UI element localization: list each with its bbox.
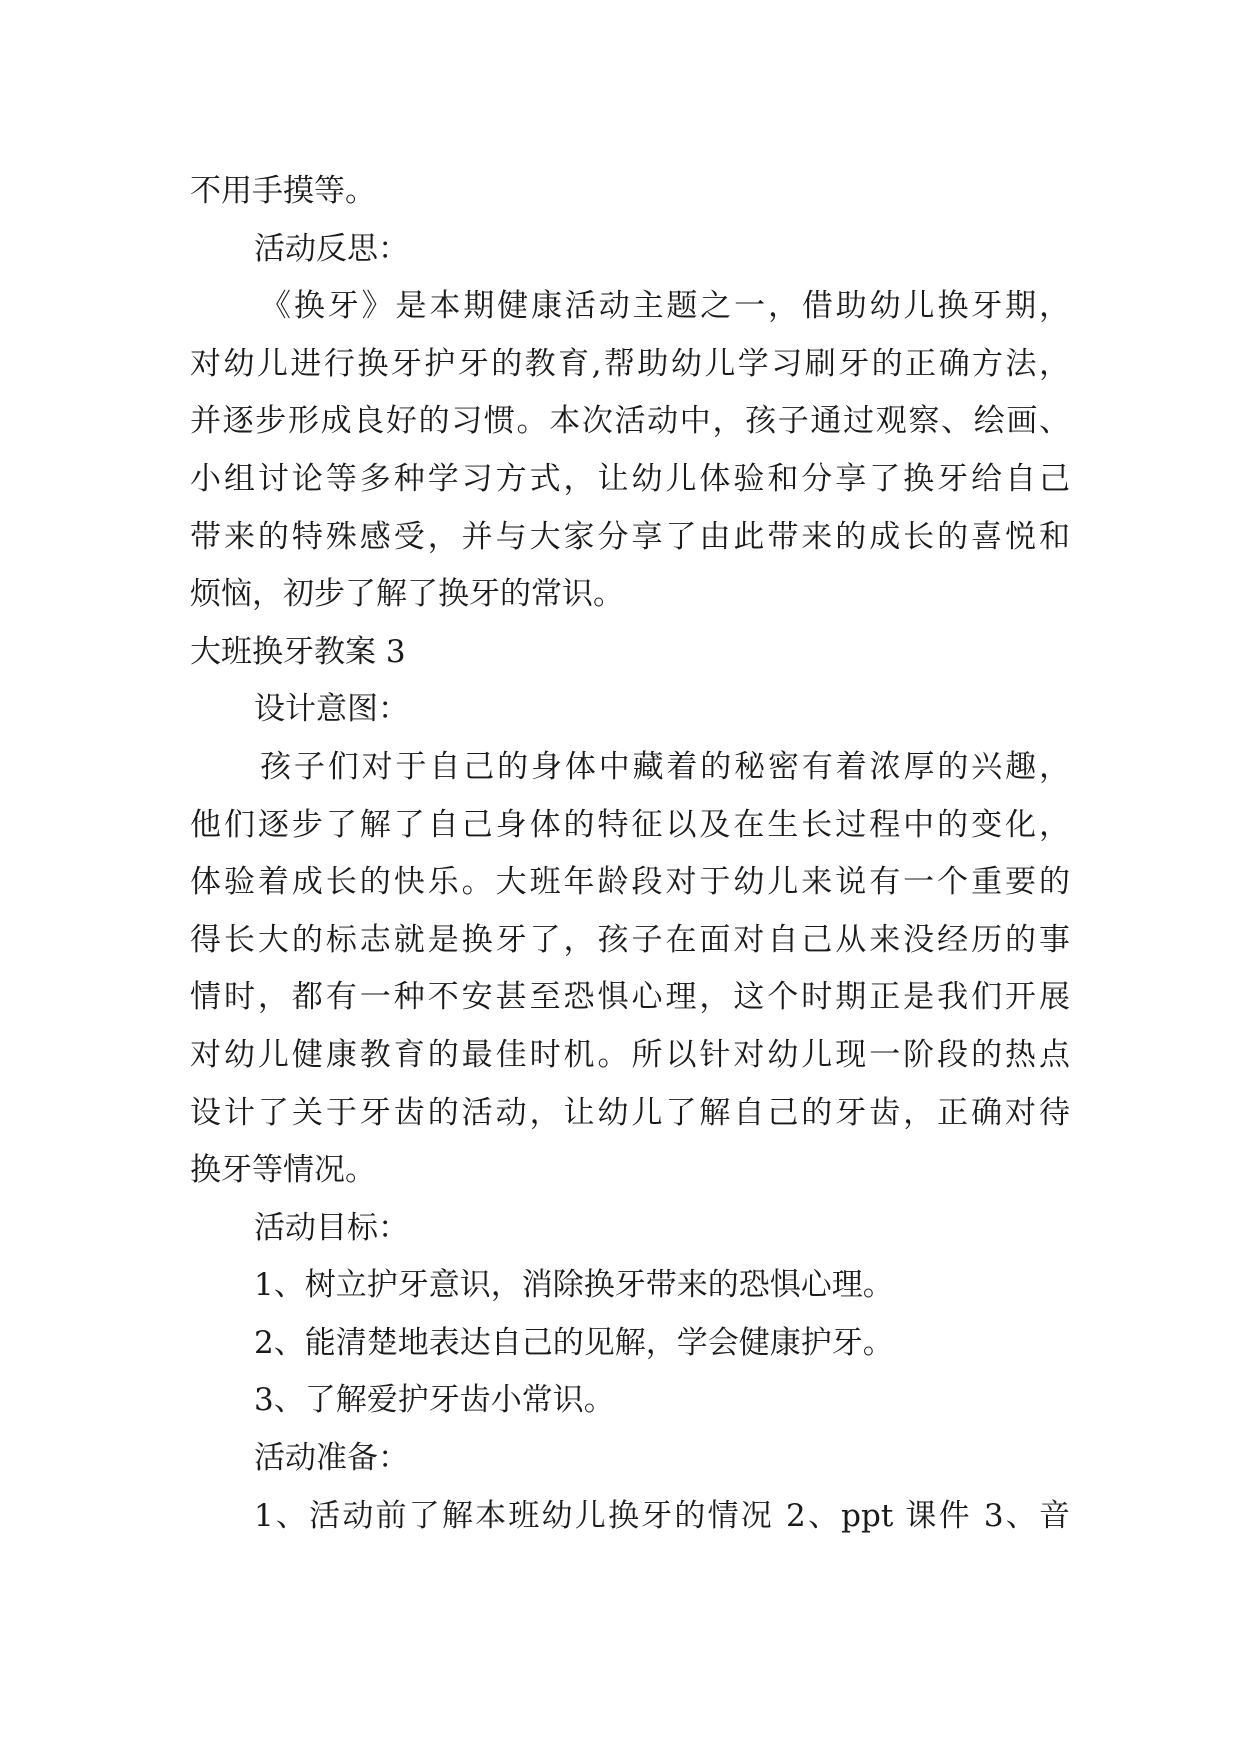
paragraph-line: 换牙等情况。 [190, 1152, 376, 1189]
indented-line: 1、树立护牙意识，消除换牙带来的恐惧心理。 [254, 1267, 894, 1304]
indented-line: 活动目标： [254, 1209, 409, 1246]
paragraph-line: 设计了关于牙齿的活动，让幼儿了解自己的牙齿，正确对待 [190, 1094, 1070, 1131]
paragraph-line: 他们逐步了解了自己身体的特征以及在生长过程中的变化， [190, 806, 1070, 843]
indented-line: 2、能清楚地表达自己的见解，学会健康护牙。 [254, 1324, 894, 1361]
indented-line: 3、了解爱护牙齿小常识。 [254, 1382, 615, 1419]
paragraph-line: 带来的特殊感受，并与大家分享了由此带来的成长的喜悦和 [190, 518, 1070, 555]
paragraph-line: 得长大的标志就是换牙了，孩子在面对自己从来没经历的事 [190, 921, 1070, 958]
section-heading: 大班换牙教案 3 [190, 633, 406, 670]
paragraph-line: 烦恼，初步了解了换牙的常识。 [190, 576, 624, 613]
paragraph-line: 对幼儿进行换牙护牙的教育,帮助幼儿学习刷牙的正确方法， [190, 345, 1070, 382]
paragraph-first-line: 《换牙》是本期健康活动主题之一，借助幼儿换牙期， [260, 288, 1070, 325]
paragraph-line: 体验着成长的快乐。大班年龄段对于幼儿来说有一个重要的 [190, 864, 1070, 901]
paragraph-line: 并逐步形成良好的习惯。本次活动中，孩子通过观察、绘画、 [190, 403, 1070, 440]
document-body [190, 163, 1070, 1545]
paragraph-line: 不用手摸等。 [190, 173, 376, 209]
paragraph-line: 情时，都有一种不安甚至恐惧心理，这个时期正是我们开展 [190, 979, 1070, 1016]
paragraph-first-line: 孩子们对于自己的身体中藏着的秘密有着浓厚的兴趣， [260, 748, 1070, 785]
paragraph-line: 对幼儿健康教育的最佳时机。所以针对幼儿现一阶段的热点 [190, 1036, 1070, 1073]
paragraph-line: 小组讨论等多种学习方式，让幼儿体验和分享了换牙给自己 [190, 460, 1070, 497]
indented-line: 设计意图： [254, 691, 409, 728]
list-item-line: 1、活动前了解本班幼儿换牙的情况 2、ppt 课件 3、音 [254, 1497, 1070, 1534]
indented-line: 活动准备： [254, 1440, 409, 1477]
indented-line: 活动反思： [254, 230, 409, 267]
